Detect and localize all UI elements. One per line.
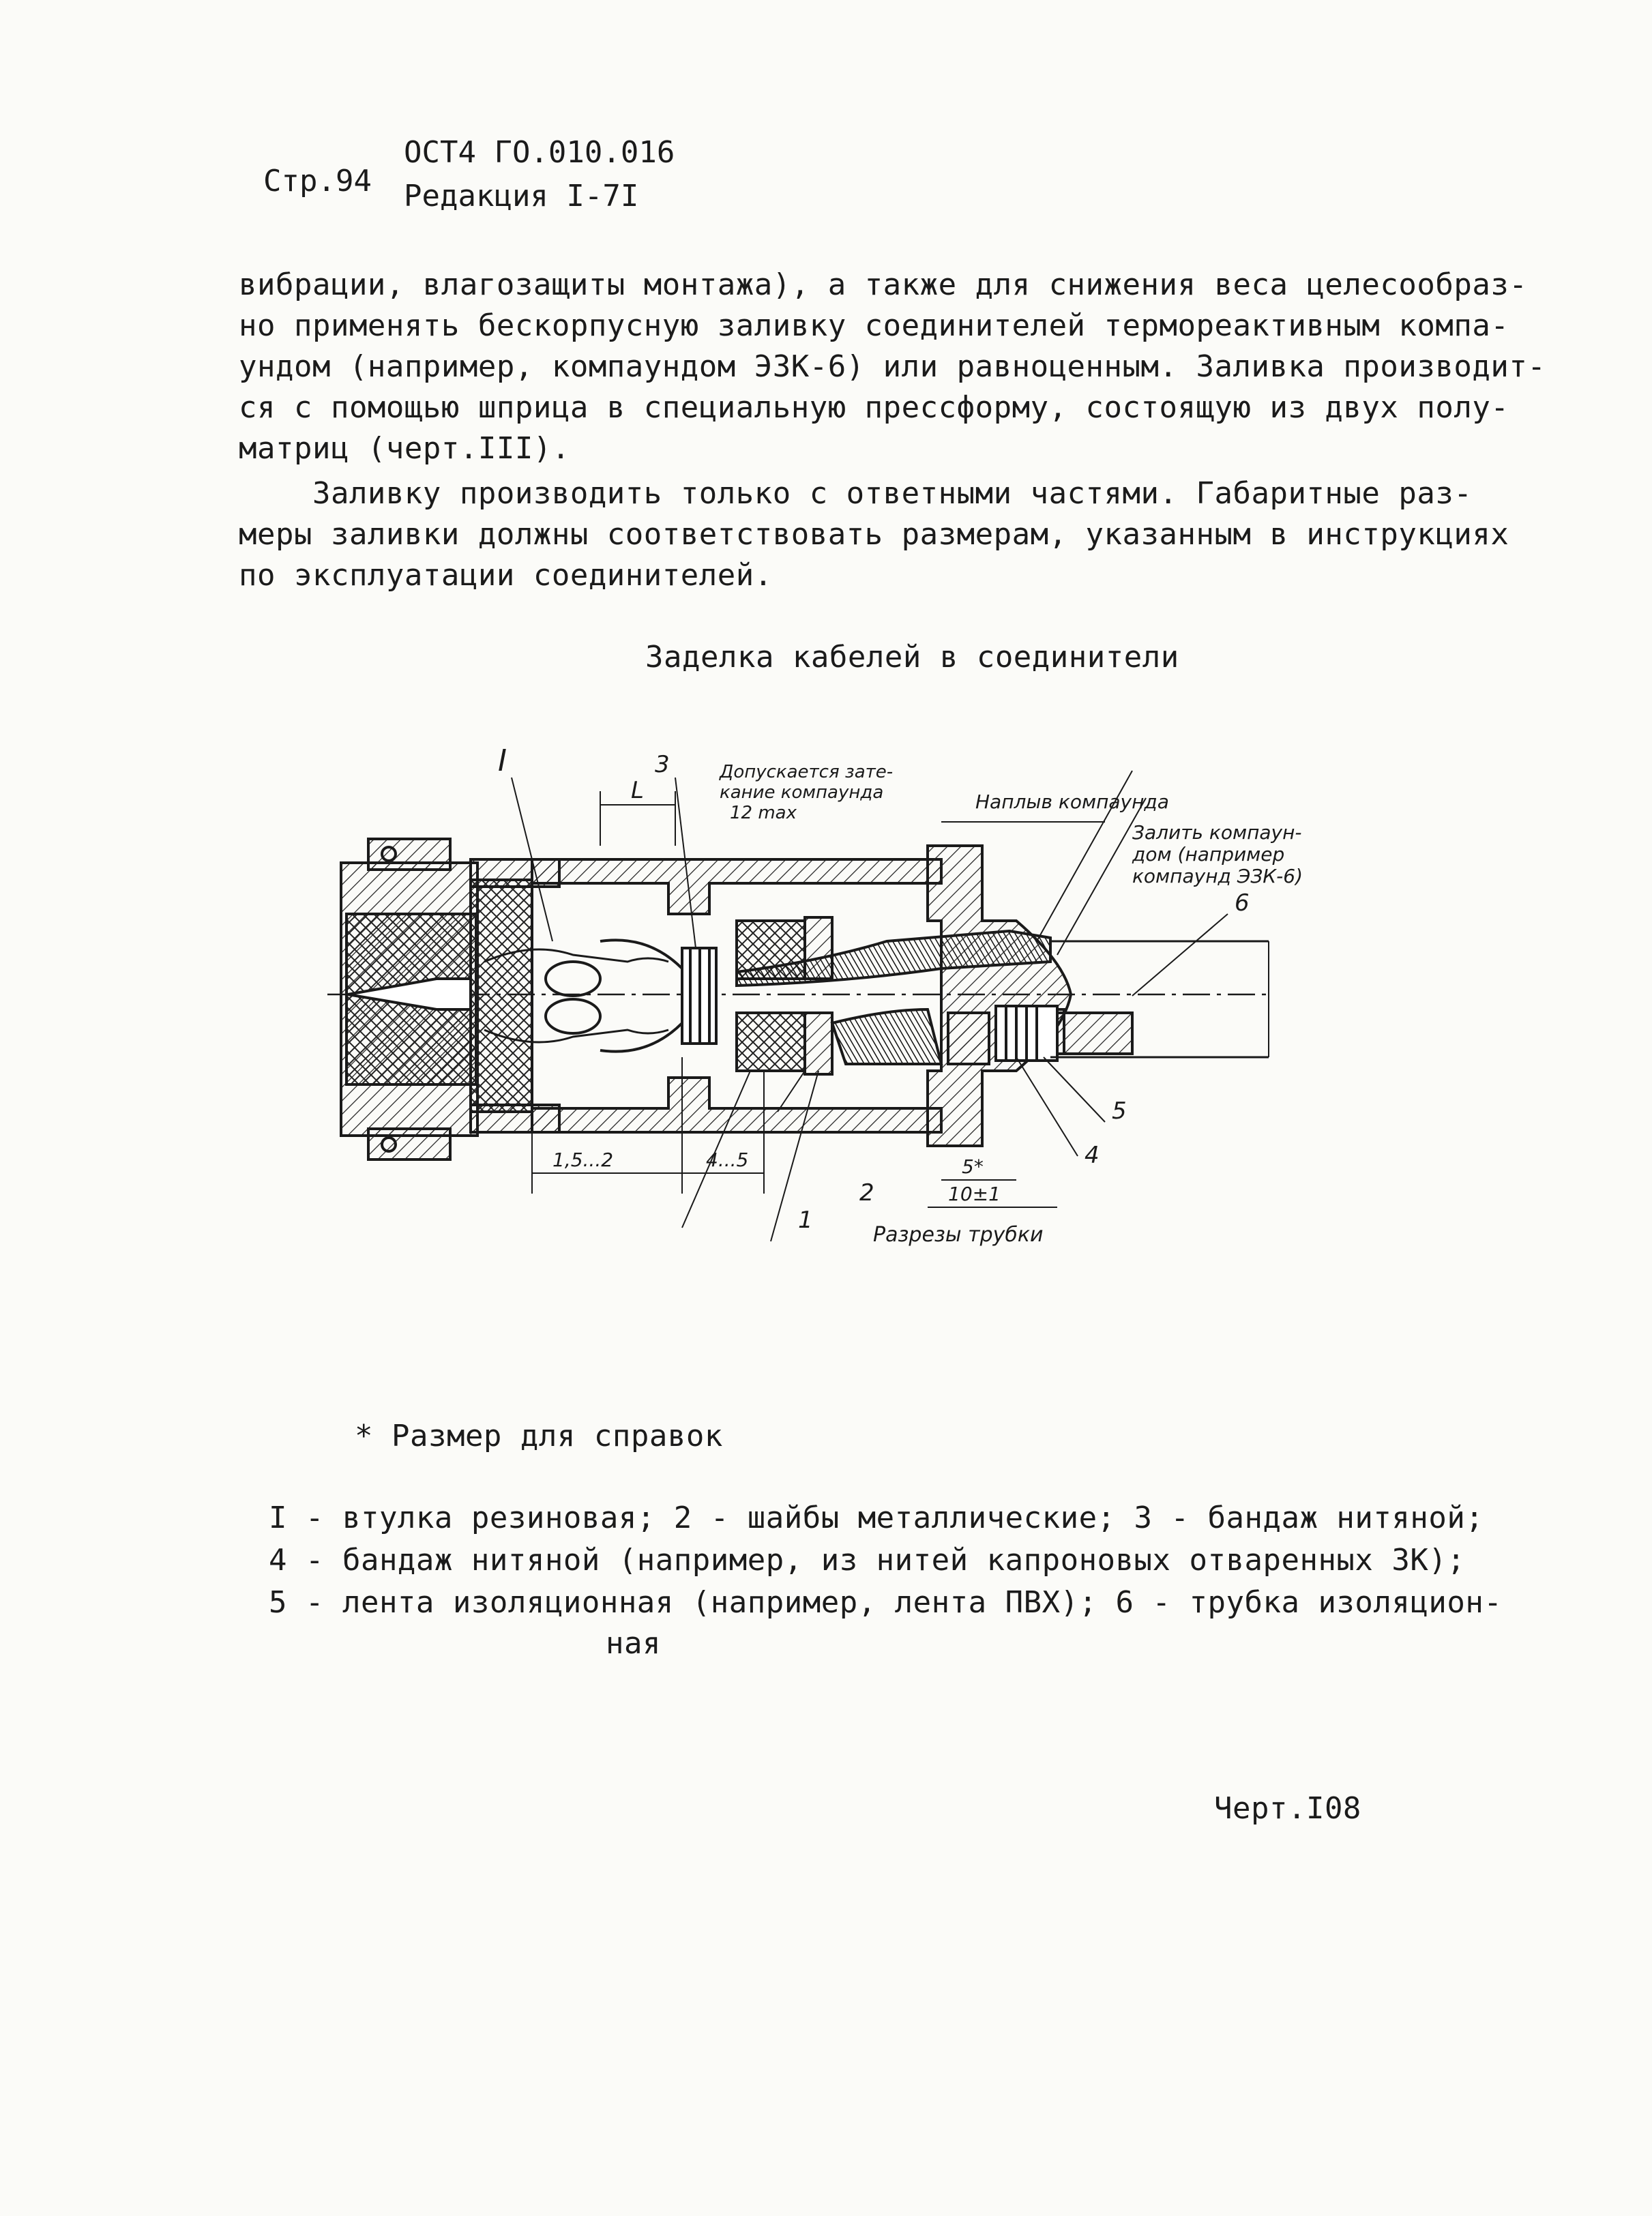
label-dim-2: 4...5	[706, 1149, 749, 1171]
label-cuts: Разрезы трубки	[873, 1223, 1044, 1247]
label-dim-3: 5*	[962, 1155, 984, 1178]
footnote: * Размер для справок	[355, 1419, 723, 1453]
label-fill-2: дом (например	[1132, 843, 1285, 866]
connector-shell	[532, 859, 941, 914]
paragraph-line: матриц (черт.III).	[239, 431, 570, 466]
legend-line: 5 - лента изоляционная (например, лента ПВХ); 6 - трубка изоляцион-	[269, 1585, 1503, 1620]
label-tolerance-1: Допускается зате-	[720, 762, 894, 782]
gland-nut	[928, 846, 1071, 1146]
label-dim-1: 1,5...2	[552, 1149, 614, 1171]
label-I: I	[498, 743, 507, 778]
page-number: Стр.94	[263, 164, 372, 198]
label-tolerance-2: кание компаунда	[720, 782, 884, 803]
paragraph-line: меры заливки должны соответствовать размерам, указанным в инструкциях	[239, 517, 1509, 552]
label-1: 1	[798, 1207, 813, 1234]
label-5: 5	[1112, 1097, 1127, 1125]
figure-title: Заделка кабелей в соединители	[645, 640, 1179, 675]
label-overflow: Наплыв компаунда	[975, 791, 1169, 813]
paragraph-line: по эксплуатации соединителей.	[239, 558, 773, 593]
paragraph-line: вибрации, влагозащиты монтажа), а также для снижения веса целесообраз-	[239, 267, 1528, 302]
label-6: 6	[1235, 889, 1250, 917]
paragraph-line: ся с помощью шприца в специальную прессформу, состоящую из двух полу-	[239, 390, 1509, 425]
edition: Редакция I-7I	[404, 179, 639, 213]
paragraph-line: Заливку производить только с ответными частями. Габаритные раз-	[239, 476, 1473, 511]
label-tolerance-3: 12 max	[730, 803, 797, 823]
label-dim-4: 10±1	[948, 1183, 1001, 1205]
paragraph-line: ундом (например, компаундом ЭЗК-6) или равноценным. Заливка производит-	[239, 349, 1546, 384]
rubber-bushing	[471, 880, 532, 1112]
label-4: 4	[1085, 1142, 1100, 1169]
legend-line: I - втулка резиновая; 2 - шайбы металлические; 3 - бандаж нитяной;	[269, 1501, 1484, 1535]
connector-cable-drawing	[327, 737, 1364, 1255]
label-2: 2	[859, 1179, 874, 1207]
legend-line: 4 - бандаж нитяной (например, из нитей капроновых отваренных ЗК);	[269, 1543, 1466, 1578]
legend-line: ная	[606, 1626, 661, 1661]
standard-code: ОСТ4 ГО.010.016	[404, 135, 675, 170]
label-3: 3	[655, 751, 670, 778]
paragraph-line: но применять бескорпусную заливку соединителей термореактивным компа-	[239, 308, 1509, 343]
drawing-number: Черт.I08	[1214, 1791, 1361, 1826]
label-fill-1: Залить компаун-	[1132, 821, 1302, 844]
label-L: L	[631, 777, 644, 804]
label-fill-3: компаунд ЭЗК-6)	[1132, 865, 1303, 887]
